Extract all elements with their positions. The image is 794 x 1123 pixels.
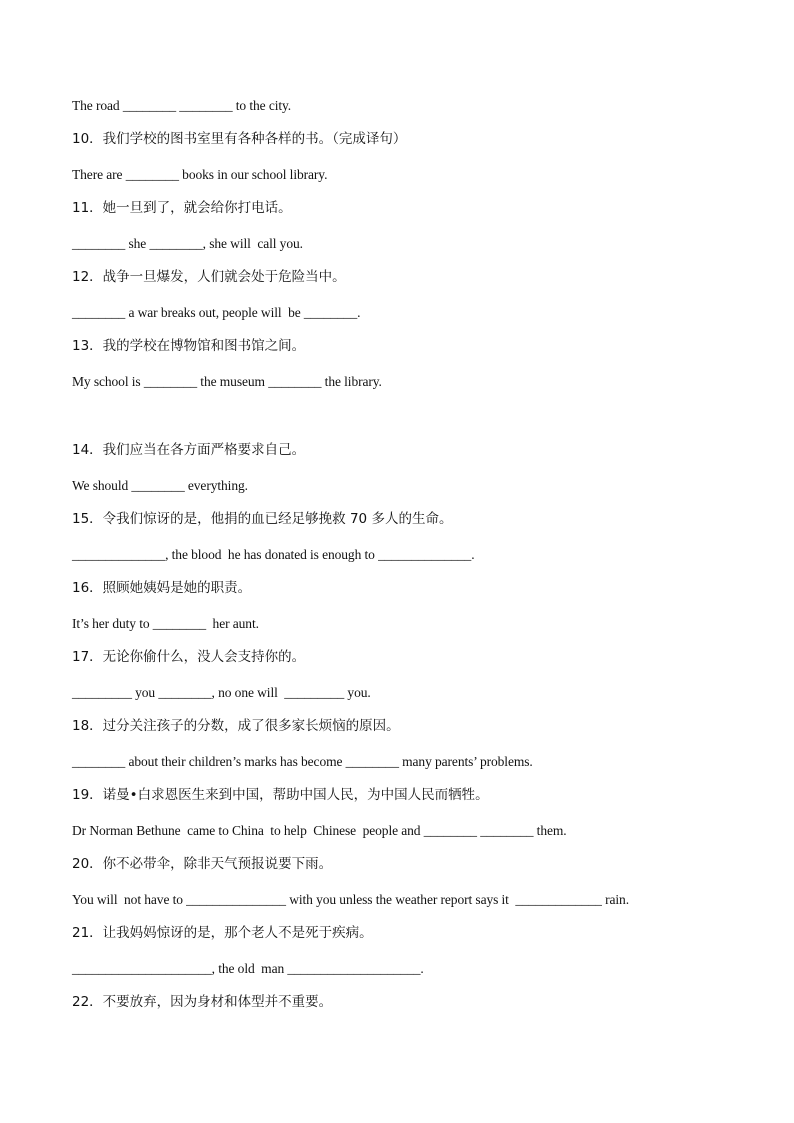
question-20: 20．你不必带伞，除非天气预报说要下雨。 bbox=[72, 856, 333, 872]
answer-line-12: ________ a war breaks out, people will be ________. bbox=[72, 305, 361, 320]
answer-line-18: ________ about their children’s marks has become ________ many parents’ problems. bbox=[72, 754, 533, 769]
answer-line-19: Dr Norman Bethune came to China to help Chinese people and ________ ________ them. bbox=[72, 823, 567, 838]
answer-line-17: _________ you ________, no one will _________ you. bbox=[72, 685, 371, 700]
question-10: 10．我们学校的图书室里有各种各样的书。（完成译句） bbox=[72, 131, 407, 147]
question-19: 19．诺曼•白求恩医生来到中国，帮助中国人民，为中国人民而牺牲。 bbox=[72, 787, 489, 803]
question-15: 15．令我们惊讶的是，他捐的血已经足够挽救 70 多人的生命。 bbox=[72, 511, 453, 527]
answer-line-14: We should ________ everything. bbox=[72, 478, 248, 493]
answer-line-21: _____________________, the old man ____________________. bbox=[72, 961, 424, 976]
question-18: 18．过分关注孩子的分数，成了很多家长烦恼的原因。 bbox=[72, 718, 400, 734]
question-22: 22．不要放弃，因为身材和体型并不重要。 bbox=[72, 994, 333, 1010]
question-17: 17．无论你偷什么，没人会支持你的。 bbox=[72, 649, 306, 665]
answer-line-10: There are ________ books in our school library. bbox=[72, 167, 328, 182]
answer-line-16: It’s her duty to ________ her aunt. bbox=[72, 616, 259, 631]
answer-line-9: The road ________ ________ to the city. bbox=[72, 98, 292, 113]
answer-line-15: ______________, the blood he has donated is enough to ______________. bbox=[72, 547, 475, 562]
question-14: 14．我们应当在各方面严格要求自己。 bbox=[72, 442, 306, 458]
question-13: 13．我的学校在博物馆和图书馆之间。 bbox=[72, 338, 306, 354]
answer-line-20: You will not have to _______________ with you unless the weather report says it _____________ rain. bbox=[72, 892, 629, 907]
answer-line-13: My school is ________ the museum ________ the library. bbox=[72, 374, 382, 389]
answer-line-11: ________ she ________, she will call you. bbox=[72, 236, 303, 251]
question-21: 21．让我妈妈惊讶的是，那个老人不是死于疾病。 bbox=[72, 925, 373, 941]
question-12: 12．战争一旦爆发，人们就会处于危险当中。 bbox=[72, 269, 346, 285]
question-11: 11．她一旦到了，就会给你打电话。 bbox=[72, 200, 292, 216]
question-16: 16．照顾她姨妈是她的职责。 bbox=[72, 580, 252, 596]
